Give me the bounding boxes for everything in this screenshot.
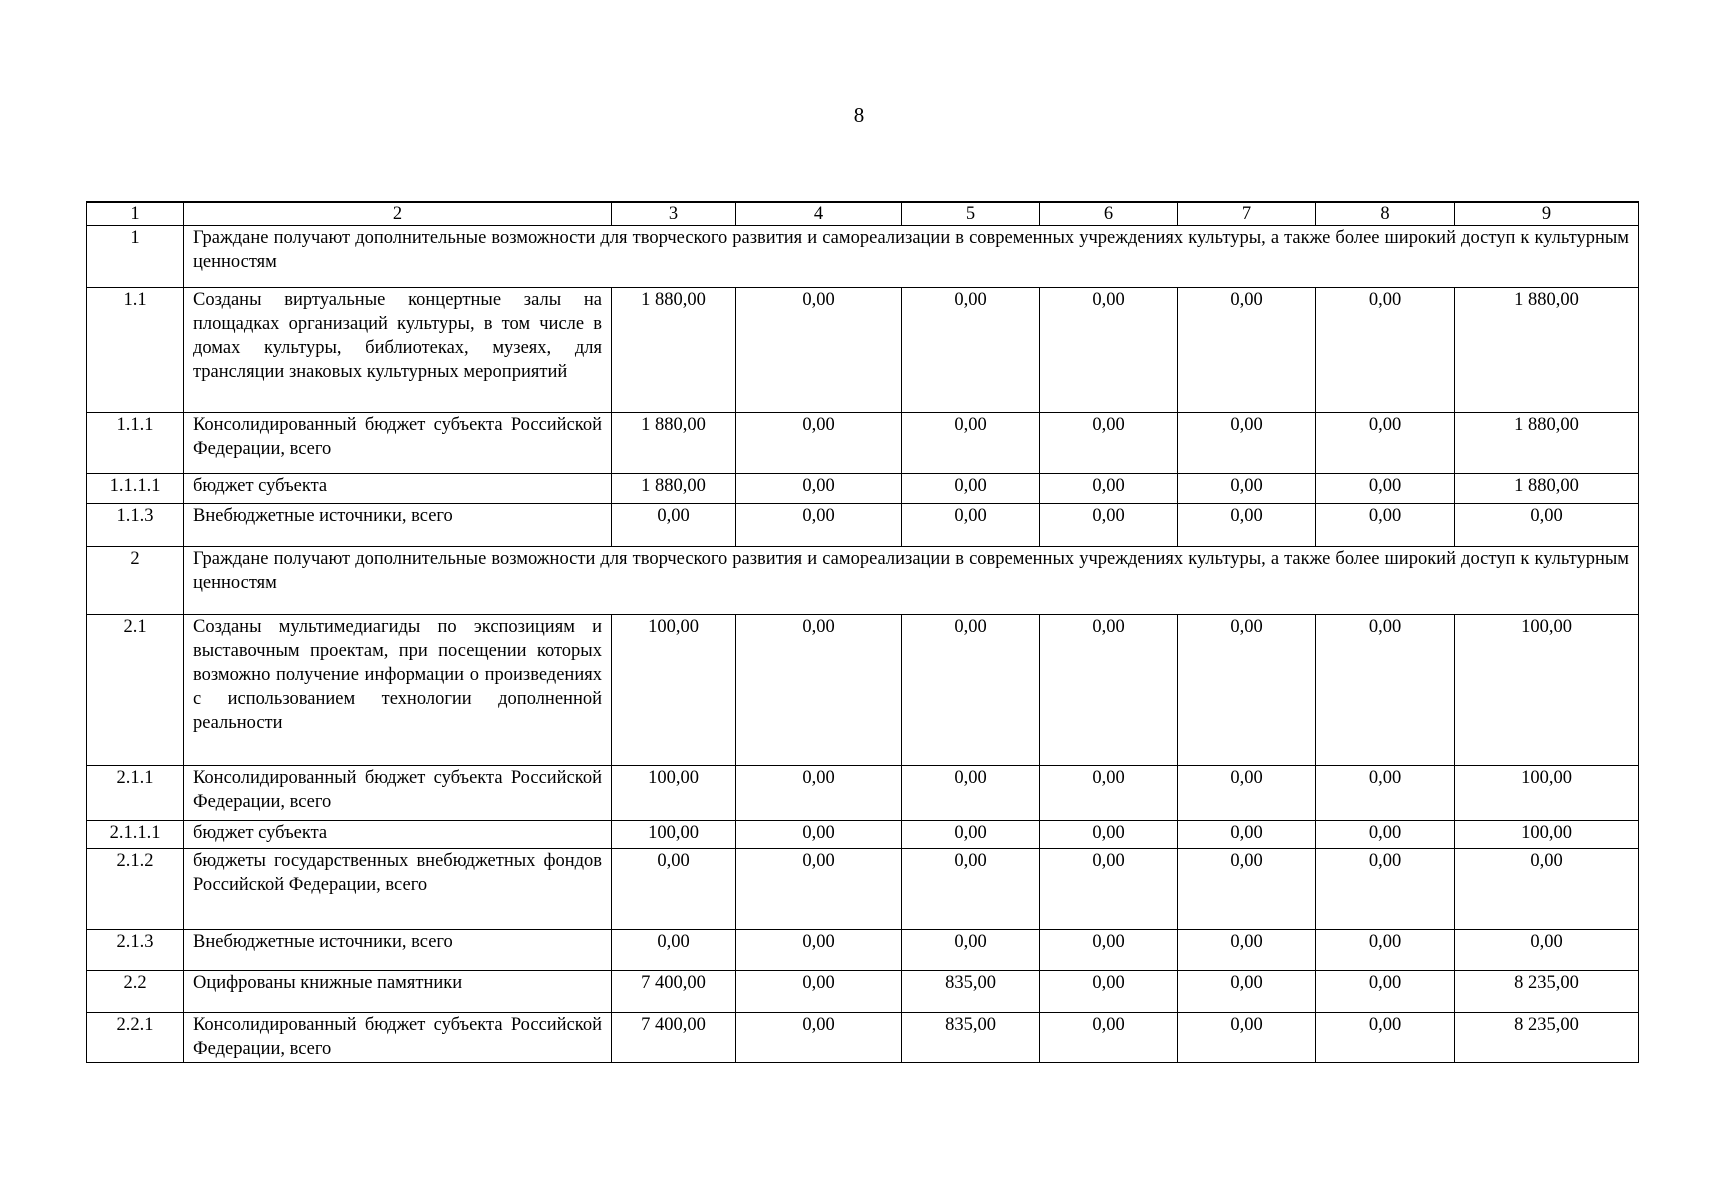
value-col-7: 0,00: [1178, 615, 1316, 766]
table-row: [87, 1013, 1639, 1063]
value-col-5: 0,00: [902, 849, 1040, 930]
value-col-5: 835,00: [902, 971, 1040, 1013]
value-col-7: 0,00: [1178, 930, 1316, 971]
value-col-4: 0,00: [736, 474, 902, 504]
value-col-9: 0,00: [1455, 930, 1639, 971]
value-col-8: 0,00: [1316, 971, 1455, 1013]
value-col-6: 0,00: [1040, 1013, 1178, 1063]
value-col-9: 1 880,00: [1455, 474, 1639, 504]
value-col-6: 0,00: [1040, 615, 1178, 766]
value-col-5: 0,00: [902, 766, 1040, 821]
table-row: [87, 413, 1639, 474]
value-col-4: 0,00: [736, 615, 902, 766]
budget-table: [86, 201, 1639, 1063]
value-col-9: 100,00: [1455, 821, 1639, 849]
value-col-7: 0,00: [1178, 766, 1316, 821]
value-col-6: 0,00: [1040, 821, 1178, 849]
row-number: 2.1: [87, 615, 184, 766]
value-col-7: 0,00: [1178, 821, 1316, 849]
row-number: 2.2: [87, 971, 184, 1013]
value-col-3: 0,00: [612, 504, 736, 547]
value-col-7: 0,00: [1178, 849, 1316, 930]
value-col-5: 0,00: [902, 413, 1040, 474]
table-row: [87, 474, 1639, 504]
section-row: [87, 226, 1639, 288]
value-col-3: 100,00: [612, 615, 736, 766]
value-col-4: 0,00: [736, 1013, 902, 1063]
value-col-6: 0,00: [1040, 474, 1178, 504]
value-col-5: 0,00: [902, 930, 1040, 971]
row-name: Консолидированный бюджет субъекта Российской Федерации, всего: [184, 413, 612, 474]
column-header-5: 5: [902, 202, 1040, 226]
row-name: Созданы мультимедиагиды по экспозициям и выставочным проектам, при посещении которых возможно получение информации о произведениях с использованием технологии дополненной реальности: [184, 615, 612, 766]
row-name: бюджеты государственных внебюджетных фондов Российской Федерации, всего: [184, 849, 612, 930]
table-row: [87, 504, 1639, 547]
value-col-8: 0,00: [1316, 930, 1455, 971]
column-header-8: 8: [1316, 202, 1455, 226]
value-col-5: 0,00: [902, 504, 1040, 547]
table-row: [87, 615, 1639, 766]
value-col-9: 0,00: [1455, 849, 1639, 930]
value-col-9: 1 880,00: [1455, 413, 1639, 474]
row-number: 2.1.2: [87, 849, 184, 930]
column-header-6: 6: [1040, 202, 1178, 226]
row-number: 1.1.1: [87, 413, 184, 474]
value-col-7: 0,00: [1178, 971, 1316, 1013]
row-name: Консолидированный бюджет субъекта Российской Федерации, всего: [184, 1013, 612, 1063]
row-number: 1.1.1.1: [87, 474, 184, 504]
value-col-7: 0,00: [1178, 1013, 1316, 1063]
column-header-2: 2: [184, 202, 612, 226]
row-name: бюджет субъекта: [184, 474, 612, 504]
value-col-9: 8 235,00: [1455, 971, 1639, 1013]
row-name: бюджет субъекта: [184, 821, 612, 849]
table-row: [87, 288, 1639, 413]
row-number: 2.2.1: [87, 1013, 184, 1063]
row-number: 1.1.3: [87, 504, 184, 547]
value-col-5: 0,00: [902, 615, 1040, 766]
value-col-4: 0,00: [736, 413, 902, 474]
value-col-4: 0,00: [736, 288, 902, 413]
value-col-3: 100,00: [612, 821, 736, 849]
value-col-3: 1 880,00: [612, 288, 736, 413]
value-col-4: 0,00: [736, 971, 902, 1013]
value-col-6: 0,00: [1040, 971, 1178, 1013]
column-number-header-row: [87, 202, 1639, 226]
table-row: [87, 766, 1639, 821]
row-number: 2.1.3: [87, 930, 184, 971]
value-col-5: 835,00: [902, 1013, 1040, 1063]
value-col-9: 100,00: [1455, 766, 1639, 821]
column-header-1: 1: [87, 202, 184, 226]
value-col-7: 0,00: [1178, 474, 1316, 504]
row-name: Внебюджетные источники, всего: [184, 504, 612, 547]
value-col-6: 0,00: [1040, 930, 1178, 971]
column-header-9: 9: [1455, 202, 1639, 226]
value-col-9: 0,00: [1455, 504, 1639, 547]
value-col-8: 0,00: [1316, 615, 1455, 766]
value-col-5: 0,00: [902, 288, 1040, 413]
table-row: [87, 971, 1639, 1013]
row-number: 2.1.1.1: [87, 821, 184, 849]
value-col-7: 0,00: [1178, 288, 1316, 413]
value-col-3: 7 400,00: [612, 971, 736, 1013]
value-col-8: 0,00: [1316, 474, 1455, 504]
value-col-7: 0,00: [1178, 504, 1316, 547]
table-row: [87, 821, 1639, 849]
page-number: 8: [853, 103, 865, 127]
table-row: [87, 930, 1639, 971]
value-col-4: 0,00: [736, 821, 902, 849]
value-col-3: 1 880,00: [612, 474, 736, 504]
value-col-8: 0,00: [1316, 504, 1455, 547]
value-col-4: 0,00: [736, 766, 902, 821]
column-header-3: 3: [612, 202, 736, 226]
value-col-5: 0,00: [902, 474, 1040, 504]
value-col-3: 7 400,00: [612, 1013, 736, 1063]
row-name: Оцифрованы книжные памятники: [184, 971, 612, 1013]
value-col-3: 1 880,00: [612, 413, 736, 474]
value-col-3: 0,00: [612, 849, 736, 930]
table-row: [87, 849, 1639, 930]
section-number: 1: [87, 226, 184, 288]
value-col-4: 0,00: [736, 930, 902, 971]
value-col-6: 0,00: [1040, 288, 1178, 413]
value-col-7: 0,00: [1178, 413, 1316, 474]
column-header-4: 4: [736, 202, 902, 226]
value-col-3: 100,00: [612, 766, 736, 821]
section-row: [87, 547, 1639, 615]
value-col-8: 0,00: [1316, 849, 1455, 930]
row-number: 2.1.1: [87, 766, 184, 821]
value-col-4: 0,00: [736, 849, 902, 930]
value-col-8: 0,00: [1316, 413, 1455, 474]
value-col-6: 0,00: [1040, 849, 1178, 930]
value-col-5: 0,00: [902, 821, 1040, 849]
value-col-6: 0,00: [1040, 504, 1178, 547]
row-name: Консолидированный бюджет субъекта Российской Федерации, всего: [184, 766, 612, 821]
value-col-8: 0,00: [1316, 766, 1455, 821]
value-col-8: 0,00: [1316, 821, 1455, 849]
value-col-6: 0,00: [1040, 766, 1178, 821]
column-header-7: 7: [1178, 202, 1316, 226]
section-title: Граждане получают дополнительные возможности для творческого развития и самореализации в современных учреждениях культуры, а также более широкий доступ к культурным ценностям: [184, 547, 1639, 615]
value-col-3: 0,00: [612, 930, 736, 971]
row-number: 1.1: [87, 288, 184, 413]
value-col-8: 0,00: [1316, 1013, 1455, 1063]
value-col-9: 1 880,00: [1455, 288, 1639, 413]
value-col-4: 0,00: [736, 504, 902, 547]
value-col-9: 8 235,00: [1455, 1013, 1639, 1063]
value-col-6: 0,00: [1040, 413, 1178, 474]
value-col-8: 0,00: [1316, 288, 1455, 413]
row-name: Внебюджетные источники, всего: [184, 930, 612, 971]
value-col-9: 100,00: [1455, 615, 1639, 766]
section-title: Граждане получают дополнительные возможности для творческого развития и самореализации в современных учреждениях культуры, а также более широкий доступ к культурным ценностям: [184, 226, 1639, 288]
row-name: Созданы виртуальные концертные залы на площадках организаций культуры, в том числе в домах культуры, библиотеках, музеях, для трансляции знаковых культурных мероприятий: [184, 288, 612, 413]
section-number: 2: [87, 547, 184, 615]
